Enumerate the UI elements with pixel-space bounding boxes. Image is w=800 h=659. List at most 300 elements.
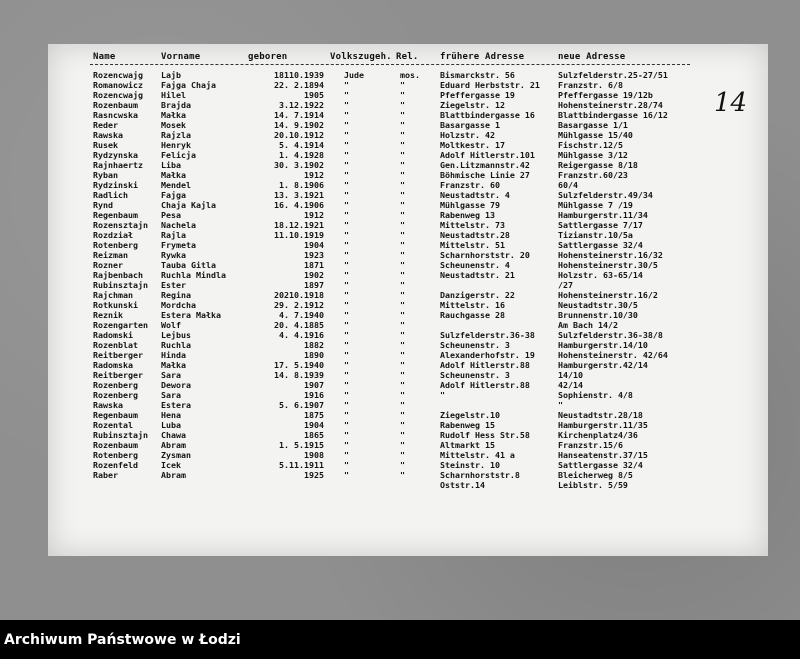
archive-footer <box>0 620 800 659</box>
record-religion: " <box>400 310 405 320</box>
record-vorname: Estera <box>161 400 191 410</box>
record-geboren: 1. 4.1928 <box>279 150 324 160</box>
record-geboren: 1897 <box>304 280 324 290</box>
record-vorname: Estera Małka <box>161 310 221 320</box>
record-name: Rotenberg <box>93 240 138 250</box>
record-vorname: Rajzla <box>161 130 191 140</box>
record-religion: " <box>400 200 405 210</box>
record-fruehere-adresse: Ziegelstr. 12 <box>440 100 505 110</box>
table-row <box>0 430 800 440</box>
record-vorname: Chaja Kajla <box>161 200 216 210</box>
record-geboren: 1. 8.1906 <box>279 180 324 190</box>
record-fruehere-adresse: Scharnhorststr.8 <box>440 470 520 480</box>
record-name: Rozenberg <box>93 380 138 390</box>
record-name: Rozensztajn <box>93 220 148 230</box>
record-neue-adresse: Neustadtstr.30/5 <box>558 300 638 310</box>
record-neue-adresse: Hohensteinerstr.30/5 <box>558 260 658 270</box>
record-name: Rynd <box>93 200 113 210</box>
record-fruehere-adresse: Neustadtstr. 21 <box>440 270 515 280</box>
record-vorname: Wolf <box>161 320 181 330</box>
record-neue-adresse: Hamburgerstr.11/34 <box>558 210 648 220</box>
record-fruehere-adresse: Ziegelstr.10 <box>440 410 500 420</box>
record-volkszugehoerigkeit: " <box>344 420 349 430</box>
record-fruehere-adresse: Rabenweg 15 <box>440 420 495 430</box>
record-fruehere-adresse: Eduard Herbststr. 21 <box>440 80 540 90</box>
record-religion: " <box>400 390 405 400</box>
table-row <box>0 110 800 120</box>
record-volkszugehoerigkeit: " <box>344 200 349 210</box>
record-volkszugehoerigkeit: " <box>344 440 349 450</box>
record-religion: " <box>400 280 405 290</box>
record-religion: " <box>400 140 405 150</box>
record-name: Rubinsztajn <box>93 280 148 290</box>
record-vorname: Mosek <box>161 120 186 130</box>
record-volkszugehoerigkeit: " <box>344 280 349 290</box>
record-volkszugehoerigkeit: " <box>344 410 349 420</box>
record-name: Reder <box>93 120 118 130</box>
record-religion: " <box>400 220 405 230</box>
record-neue-adresse: Sattlergasse 32/4 <box>558 240 643 250</box>
table-row <box>0 230 800 240</box>
record-volkszugehoerigkeit: " <box>344 370 349 380</box>
record-religion: " <box>400 460 405 470</box>
header-geboren: geboren <box>248 52 288 62</box>
record-geboren: 18110.1939 <box>274 70 324 80</box>
record-geboren: 20210.1918 <box>274 290 324 300</box>
record-volkszugehoerigkeit: " <box>344 130 349 140</box>
record-religion: " <box>400 440 405 450</box>
record-neue-adresse: Hamburgerstr.42/14 <box>558 360 648 370</box>
table-row <box>0 440 800 450</box>
record-vorname: Rywka <box>161 250 186 260</box>
record-geboren: 11.10.1919 <box>274 230 324 240</box>
record-fruehere-adresse: Adolf Hitlerstr.101 <box>440 150 535 160</box>
record-fruehere-adresse: Mittelstr. 16 <box>440 300 505 310</box>
record-volkszugehoerigkeit: " <box>344 250 349 260</box>
record-fruehere-adresse: Oststr.14 <box>440 480 485 490</box>
record-name: Raber <box>93 470 118 480</box>
record-fruehere-adresse: Mittelstr. 51 <box>440 240 505 250</box>
table-row <box>0 340 800 350</box>
record-vorname: Ester <box>161 280 186 290</box>
record-name: Rozenbaum <box>93 100 138 110</box>
record-neue-adresse: Bleicherweg 8/5 <box>558 470 633 480</box>
record-volkszugehoerigkeit: " <box>344 310 349 320</box>
record-religion: " <box>400 360 405 370</box>
record-religion: " <box>400 210 405 220</box>
record-neue-adresse: Leiblstr. 5/59 <box>558 480 628 490</box>
table-row <box>0 280 800 290</box>
record-volkszugehoerigkeit: " <box>344 320 349 330</box>
record-vorname: Sara <box>161 370 181 380</box>
record-volkszugehoerigkeit: " <box>344 260 349 270</box>
record-geboren: 30. 3.1902 <box>274 160 324 170</box>
record-neue-adresse: Reigergasse 8/18 <box>558 160 638 170</box>
record-neue-adresse: Hohensteinerstr.16/2 <box>558 290 658 300</box>
record-neue-adresse: Hanseatenstr.37/15 <box>558 450 648 460</box>
record-name: Reznik <box>93 310 123 320</box>
record-geboren: 22. 2.1894 <box>274 80 324 90</box>
record-neue-adresse: Sattlergasse 32/4 <box>558 460 643 470</box>
record-religion: " <box>400 300 405 310</box>
record-volkszugehoerigkeit: " <box>344 350 349 360</box>
record-geboren: 3.12.1922 <box>279 100 324 110</box>
record-volkszugehoerigkeit: " <box>344 270 349 280</box>
record-name: Rozenbaum <box>93 440 138 450</box>
record-neue-adresse: 14/10 <box>558 370 583 380</box>
record-fruehere-adresse: Scheunenstr. 3 <box>440 340 510 350</box>
record-religion: " <box>400 160 405 170</box>
table-row <box>0 250 800 260</box>
record-name: Rydzinski <box>93 180 138 190</box>
record-geboren: 1905 <box>304 90 324 100</box>
record-vorname: Mordcha <box>161 300 196 310</box>
table-row <box>0 390 800 400</box>
record-fruehere-adresse: Adolf Hitlerstr.88 <box>440 380 530 390</box>
record-fruehere-adresse: Pfeffergasse 19 <box>440 90 515 100</box>
record-vorname: Brajda <box>161 100 191 110</box>
record-religion: " <box>400 100 405 110</box>
record-volkszugehoerigkeit: " <box>344 210 349 220</box>
record-volkszugehoerigkeit: Jude <box>344 70 364 80</box>
table-row <box>0 290 800 300</box>
record-volkszugehoerigkeit: " <box>344 470 349 480</box>
record-fruehere-adresse: Gen.Litzmannstr.42 <box>440 160 530 170</box>
record-fruehere-adresse: Neustadtstr.28 <box>440 230 510 240</box>
table-row <box>0 350 800 360</box>
record-neue-adresse: Pfeffergasse 19/12b <box>558 90 653 100</box>
record-name: Romanowicz <box>93 80 143 90</box>
record-religion: " <box>400 110 405 120</box>
record-vorname: Lejbus <box>161 330 191 340</box>
table-row <box>0 330 800 340</box>
record-vorname: Ruchla Mindla <box>161 270 226 280</box>
record-volkszugehoerigkeit: " <box>344 190 349 200</box>
header-fruehere-adresse: frühere Adresse <box>440 52 525 62</box>
record-geboren: 13. 3.1921 <box>274 190 324 200</box>
record-geboren: 1907 <box>304 380 324 390</box>
table-row <box>0 150 800 160</box>
record-geboren: 1923 <box>304 250 324 260</box>
record-neue-adresse: Basargasse 1/1 <box>558 120 628 130</box>
record-geboren: 1904 <box>304 420 324 430</box>
record-name: Rawska <box>93 130 123 140</box>
record-neue-adresse: Sulzfelderstr.25-27/51 <box>558 70 668 80</box>
header-rel: Rel. <box>396 52 419 62</box>
table-row <box>0 200 800 210</box>
record-fruehere-adresse: Alexanderhofstr. 19 <box>440 350 535 360</box>
record-geboren: 1890 <box>304 350 324 360</box>
record-volkszugehoerigkeit: " <box>344 110 349 120</box>
record-fruehere-adresse: Rabenweg 13 <box>440 210 495 220</box>
record-religion: " <box>400 450 405 460</box>
record-vorname: Dewora <box>161 380 191 390</box>
record-fruehere-adresse: Altmarkt 15 <box>440 440 495 450</box>
record-volkszugehoerigkeit: " <box>344 120 349 130</box>
table-row <box>0 320 800 330</box>
record-vorname: Regina <box>161 290 191 300</box>
record-fruehere-adresse: Blattbindergasse 16 <box>440 110 535 120</box>
record-name: Radlich <box>93 190 128 200</box>
record-geboren: 17. 5.1940 <box>274 360 324 370</box>
header-volkszugeh: Volkszugeh. <box>330 52 392 62</box>
table-row <box>0 210 800 220</box>
record-religion: " <box>400 130 405 140</box>
table-row <box>0 70 800 80</box>
table-row <box>0 170 800 180</box>
record-neue-adresse: Hohensteinerstr. 42/64 <box>558 350 668 360</box>
record-religion: " <box>400 340 405 350</box>
record-fruehere-adresse: Danzigerstr. 22 <box>440 290 515 300</box>
record-name: Rubinsztajn <box>93 430 148 440</box>
record-volkszugehoerigkeit: " <box>344 140 349 150</box>
handwritten-page-number: 14 <box>714 88 748 118</box>
table-row <box>0 220 800 230</box>
record-name: Reizman <box>93 250 128 260</box>
record-religion: " <box>400 240 405 250</box>
record-religion: " <box>400 410 405 420</box>
record-name: Regenbaum <box>93 410 138 420</box>
record-geboren: 1925 <box>304 470 324 480</box>
record-volkszugehoerigkeit: " <box>344 220 349 230</box>
record-geboren: 29. 2.1912 <box>274 300 324 310</box>
record-name: Rozdział <box>93 230 133 240</box>
record-neue-adresse: Sophienstr. 4/8 <box>558 390 633 400</box>
table-row <box>0 370 800 380</box>
record-volkszugehoerigkeit: " <box>344 180 349 190</box>
table-row <box>0 130 800 140</box>
record-volkszugehoerigkeit: " <box>344 160 349 170</box>
record-religion: " <box>400 230 405 240</box>
record-vorname: Nachela <box>161 220 196 230</box>
record-fruehere-adresse: Scheunenstr. 3 <box>440 370 510 380</box>
record-name: Reitberger <box>93 370 143 380</box>
record-vorname: Liba <box>161 160 181 170</box>
record-fruehere-adresse: Basargasse 1 <box>440 120 500 130</box>
record-name: Rawska <box>93 400 123 410</box>
table-row <box>0 360 800 370</box>
record-volkszugehoerigkeit: " <box>344 240 349 250</box>
record-geboren: 5. 6.1907 <box>279 400 324 410</box>
record-neue-adresse: Tizianstr.10/5a <box>558 230 633 240</box>
record-vorname: Abram <box>161 470 186 480</box>
table-row <box>0 160 800 170</box>
record-neue-adresse: Holzstr. 63-65/14 <box>558 270 643 280</box>
record-religion: " <box>400 80 405 90</box>
record-name: Rozenberg <box>93 390 138 400</box>
record-neue-adresse: Mühlgasse 7 /19 <box>558 200 633 210</box>
record-geboren: 5.11.1911 <box>279 460 324 470</box>
record-name: Rozental <box>93 420 133 430</box>
record-vorname: Luba <box>161 420 181 430</box>
record-fruehere-adresse: Mittelstr. 73 <box>440 220 505 230</box>
record-volkszugehoerigkeit: " <box>344 430 349 440</box>
record-religion: " <box>400 320 405 330</box>
record-religion: " <box>400 350 405 360</box>
record-neue-adresse: Kirchenplatz4/36 <box>558 430 638 440</box>
header-name: Name <box>93 52 116 62</box>
record-name: Rozenblat <box>93 340 138 350</box>
record-vorname: Henryk <box>161 140 191 150</box>
table-row <box>0 420 800 430</box>
records-list <box>0 70 800 490</box>
record-name: Rozencwajg <box>93 70 143 80</box>
header-vorname: Vorname <box>161 52 201 62</box>
record-neue-adresse: Hamburgerstr.14/10 <box>558 340 648 350</box>
table-row <box>0 190 800 200</box>
record-volkszugehoerigkeit: " <box>344 100 349 110</box>
record-fruehere-adresse: Neustadtstr. 4 <box>440 190 510 200</box>
record-vorname: Pesa <box>161 210 181 220</box>
record-neue-adresse: Am Bach 14/2 <box>558 320 618 330</box>
record-religion: " <box>400 90 405 100</box>
table-row <box>0 240 800 250</box>
record-neue-adresse: 60/4 <box>558 180 578 190</box>
record-fruehere-adresse: Steinstr. 10 <box>440 460 500 470</box>
record-vorname: Małka <box>161 170 186 180</box>
record-vorname: Felicja <box>161 150 196 160</box>
record-vorname: Lajb <box>161 70 181 80</box>
record-vorname: Tauba Gitla <box>161 260 216 270</box>
table-row <box>0 180 800 190</box>
table-row <box>0 140 800 150</box>
record-religion: " <box>400 370 405 380</box>
record-volkszugehoerigkeit: " <box>344 460 349 470</box>
record-volkszugehoerigkeit: " <box>344 450 349 460</box>
header-divider <box>90 64 690 65</box>
table-row <box>0 100 800 110</box>
record-geboren: 4. 7.1940 <box>279 310 324 320</box>
table-row <box>0 480 800 490</box>
record-vorname: Małka <box>161 360 186 370</box>
record-name: Rasncwska <box>93 110 138 120</box>
record-fruehere-adresse: Sulzfelderstr.36-38 <box>440 330 535 340</box>
table-row <box>0 400 800 410</box>
record-religion: " <box>400 170 405 180</box>
record-fruehere-adresse: Mühlgasse 79 <box>440 200 500 210</box>
table-row <box>0 410 800 420</box>
record-vorname: Małka <box>161 110 186 120</box>
record-volkszugehoerigkeit: " <box>344 390 349 400</box>
record-volkszugehoerigkeit: " <box>344 400 349 410</box>
record-neue-adresse: Franzstr. 6/8 <box>558 80 623 90</box>
record-fruehere-adresse: Franzstr. 60 <box>440 180 500 190</box>
record-name: Ryban <box>93 170 118 180</box>
record-neue-adresse: Hamburgerstr.11/35 <box>558 420 648 430</box>
record-geboren: 5. 4.1914 <box>279 140 324 150</box>
record-religion: " <box>400 120 405 130</box>
record-religion: " <box>400 380 405 390</box>
record-name: Regenbaum <box>93 210 138 220</box>
table-row <box>0 270 800 280</box>
table-row <box>0 310 800 320</box>
record-name: Rusek <box>93 140 118 150</box>
record-volkszugehoerigkeit: " <box>344 80 349 90</box>
record-vorname: Icek <box>161 460 181 470</box>
record-neue-adresse: Fischstr.12/5 <box>558 140 623 150</box>
record-vorname: Frymeta <box>161 240 196 250</box>
record-vorname: Sara <box>161 390 181 400</box>
record-religion: " <box>400 470 405 480</box>
record-religion: " <box>400 150 405 160</box>
record-vorname: Fajga Chaja <box>161 80 216 90</box>
record-name: Rajnhaertz <box>93 160 143 170</box>
record-name: Rozenfeld <box>93 460 138 470</box>
record-vorname: Zysman <box>161 450 191 460</box>
table-row <box>0 120 800 130</box>
record-religion: " <box>400 190 405 200</box>
record-fruehere-adresse: Holzstr. 42 <box>440 130 495 140</box>
record-geboren: 1904 <box>304 240 324 250</box>
record-geboren: 4. 4.1916 <box>279 330 324 340</box>
record-fruehere-adresse: Scharnhorststr. 20 <box>440 250 530 260</box>
record-neue-adresse: Hohensteinerstr.16/32 <box>558 250 663 260</box>
record-fruehere-adresse: Rudolf Hess Str.58 <box>440 430 530 440</box>
record-religion: " <box>400 330 405 340</box>
record-name: Rajchman <box>93 290 133 300</box>
record-neue-adresse: 42/14 <box>558 380 583 390</box>
record-geboren: 16. 4.1906 <box>274 200 324 210</box>
record-religion: " <box>400 260 405 270</box>
table-row <box>0 450 800 460</box>
record-volkszugehoerigkeit: " <box>344 360 349 370</box>
header-neue-adresse: neue Adresse <box>558 52 626 62</box>
record-fruehere-adresse: Böhmische Linie 27 <box>440 170 530 180</box>
record-volkszugehoerigkeit: " <box>344 290 349 300</box>
record-geboren: 1871 <box>304 260 324 270</box>
table-row <box>0 80 800 90</box>
record-name: Rozner <box>93 260 123 270</box>
record-fruehere-adresse: " <box>440 390 445 400</box>
table-row <box>0 380 800 390</box>
record-vorname: Hilel <box>161 90 186 100</box>
record-name: Radomski <box>93 330 133 340</box>
record-volkszugehoerigkeit: " <box>344 300 349 310</box>
record-volkszugehoerigkeit: " <box>344 340 349 350</box>
record-geboren: 14. 9.1902 <box>274 120 324 130</box>
record-neue-adresse: Mühlgasse 15/40 <box>558 130 633 140</box>
record-neue-adresse: Franzstr.60/23 <box>558 170 628 180</box>
record-name: Rotkunski <box>93 300 138 310</box>
record-name: Rajbenbach <box>93 270 143 280</box>
record-volkszugehoerigkeit: " <box>344 90 349 100</box>
record-neue-adresse: Franzstr.15/6 <box>558 440 623 450</box>
record-volkszugehoerigkeit: " <box>344 150 349 160</box>
record-geboren: 1882 <box>304 340 324 350</box>
table-row <box>0 90 800 100</box>
record-geboren: 18.12.1921 <box>274 220 324 230</box>
record-volkszugehoerigkeit: " <box>344 230 349 240</box>
record-religion: " <box>400 400 405 410</box>
record-volkszugehoerigkeit: " <box>344 330 349 340</box>
record-vorname: Rajla <box>161 230 186 240</box>
record-name: Reitberger <box>93 350 143 360</box>
record-religion: " <box>400 270 405 280</box>
record-geboren: 14. 8.1939 <box>274 370 324 380</box>
record-geboren: 20.10.1912 <box>274 130 324 140</box>
record-vorname: Abram <box>161 440 186 450</box>
record-neue-adresse: Mühlgasse 3/12 <box>558 150 628 160</box>
record-vorname: Hena <box>161 410 181 420</box>
record-fruehere-adresse: Mittelstr. 41 a <box>440 450 515 460</box>
archive-name: Archiwum Państwowe w Łodzi <box>4 632 241 648</box>
record-geboren: 1875 <box>304 410 324 420</box>
record-name: Rotenberg <box>93 450 138 460</box>
record-neue-adresse: Brunnenstr.10/30 <box>558 310 638 320</box>
record-geboren: 1. 5.1915 <box>279 440 324 450</box>
record-neue-adresse: Blattbindergasse 16/12 <box>558 110 668 120</box>
record-fruehere-adresse: Adolf Hitlerstr.88 <box>440 360 530 370</box>
